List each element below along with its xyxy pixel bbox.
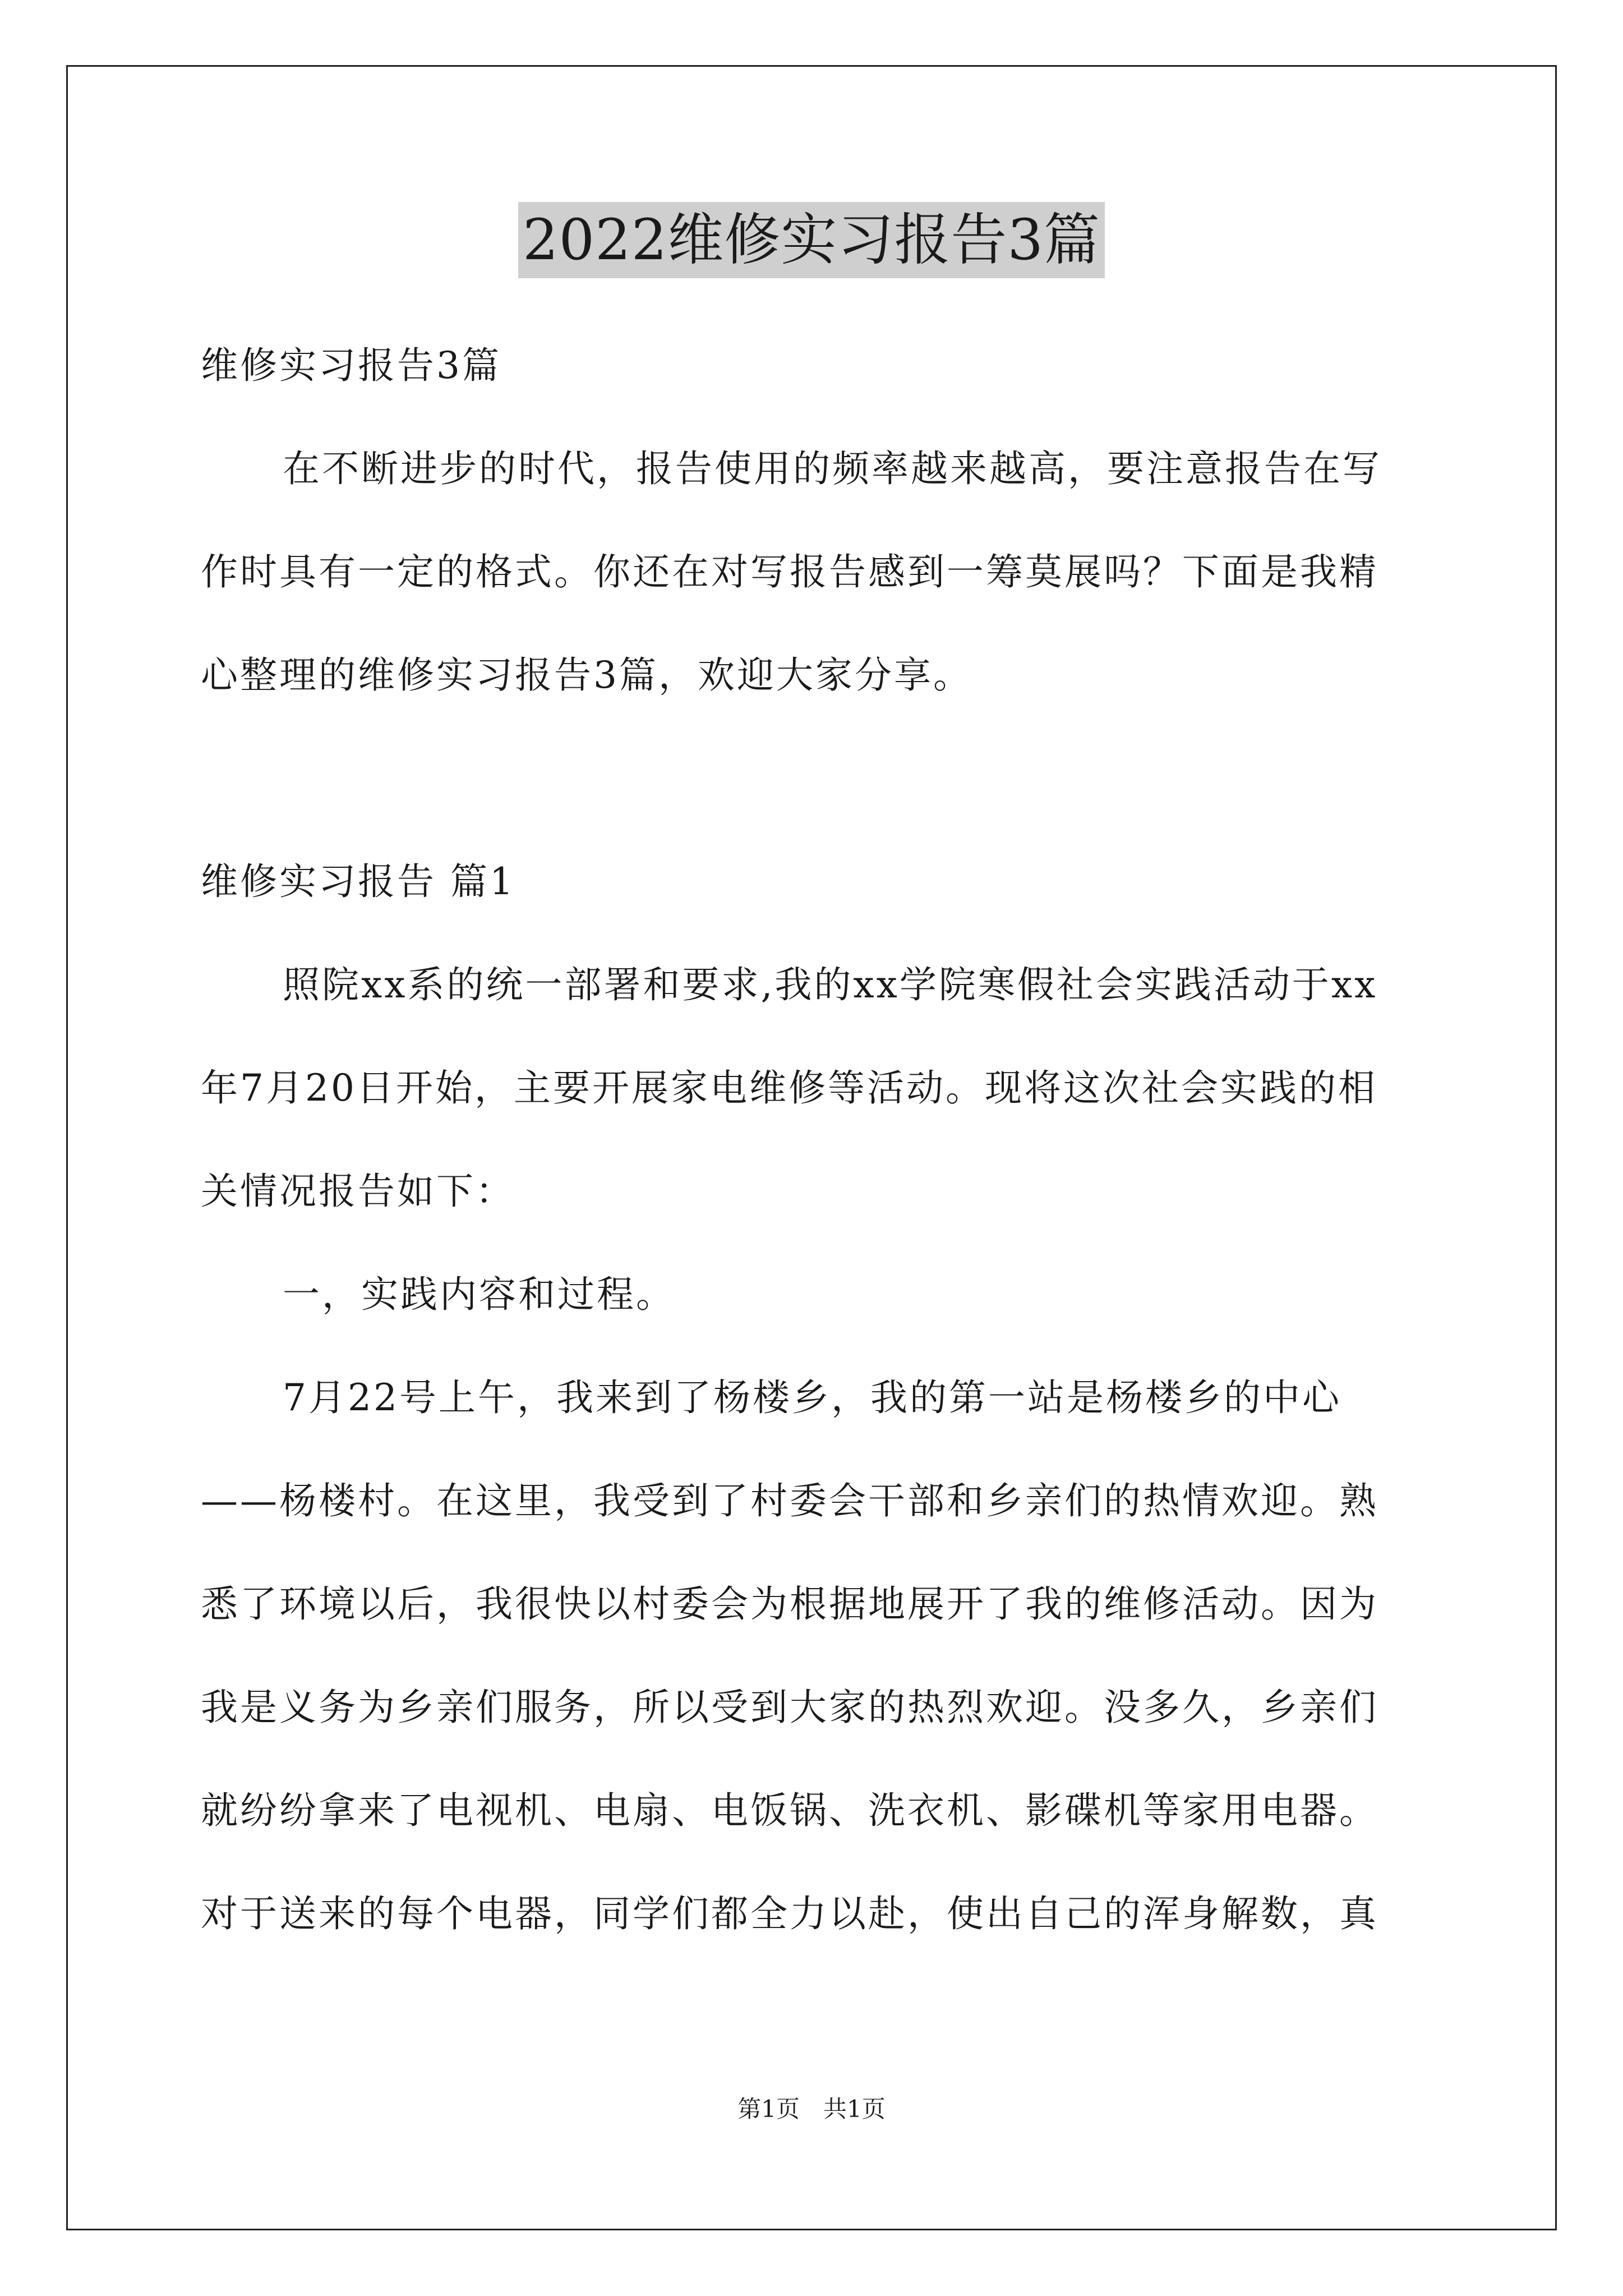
section-heading: 维修实习报告 篇1 xyxy=(201,860,515,903)
paragraph-line: 关情况报告如下： xyxy=(201,1170,515,1213)
paragraph-line: 照院xx系的统一部署和要求,我的xx学院寒假社会实践活动于xx xyxy=(283,963,1378,1006)
intro-line: 心整理的维修实习报告3篇，欢迎大家分享。 xyxy=(201,654,972,697)
intro-line: 在不断进步的时代，报告使用的频率越来越高，要注意报告在写 xyxy=(283,447,1382,490)
paragraph-line: 7月22号上午，我来到了杨楼乡，我的第一站是杨楼乡的中心 xyxy=(283,1376,1341,1419)
paragraph-line: 对于送来的每个电器，同学们都全力以赴，使出自己的浑身解数，真 xyxy=(201,1892,1378,1935)
paragraph-spacer xyxy=(201,727,1446,830)
document-body xyxy=(201,314,1446,1966)
paragraph-line: ——杨楼村。在这里，我受到了村委会干部和乡亲们的热情欢迎。熟 xyxy=(201,1479,1378,1522)
paragraph-line: 我是义务为乡亲们服务，所以受到大家的热烈欢迎。没多久，乡亲们 xyxy=(201,1686,1378,1729)
paragraph-line: 年7月20日开始，主要开展家电维修等活动。现将这次社会实践的相 xyxy=(201,1066,1377,1110)
paragraph-line: 悉了环境以后，我很快以村委会为根据地展开了我的维修活动。因为 xyxy=(201,1582,1378,1626)
point-heading: 一，实践内容和过程。 xyxy=(283,1273,675,1316)
page-footer: 第1页 共1页 xyxy=(737,2095,886,2123)
paragraph-line: 就纷纷拿来了电视机、电扇、电饭锅、洗衣机、影碟机等家用电器。 xyxy=(201,1789,1378,1832)
document-subtitle: 维修实习报告3篇 xyxy=(201,344,501,387)
title-container xyxy=(0,202,1623,278)
intro-line: 作时具有一定的格式。你还在对写报告感到一筹莫展吗？下面是我精 xyxy=(201,550,1378,593)
document-title: 2022维修实习报告3篇 xyxy=(518,202,1105,278)
